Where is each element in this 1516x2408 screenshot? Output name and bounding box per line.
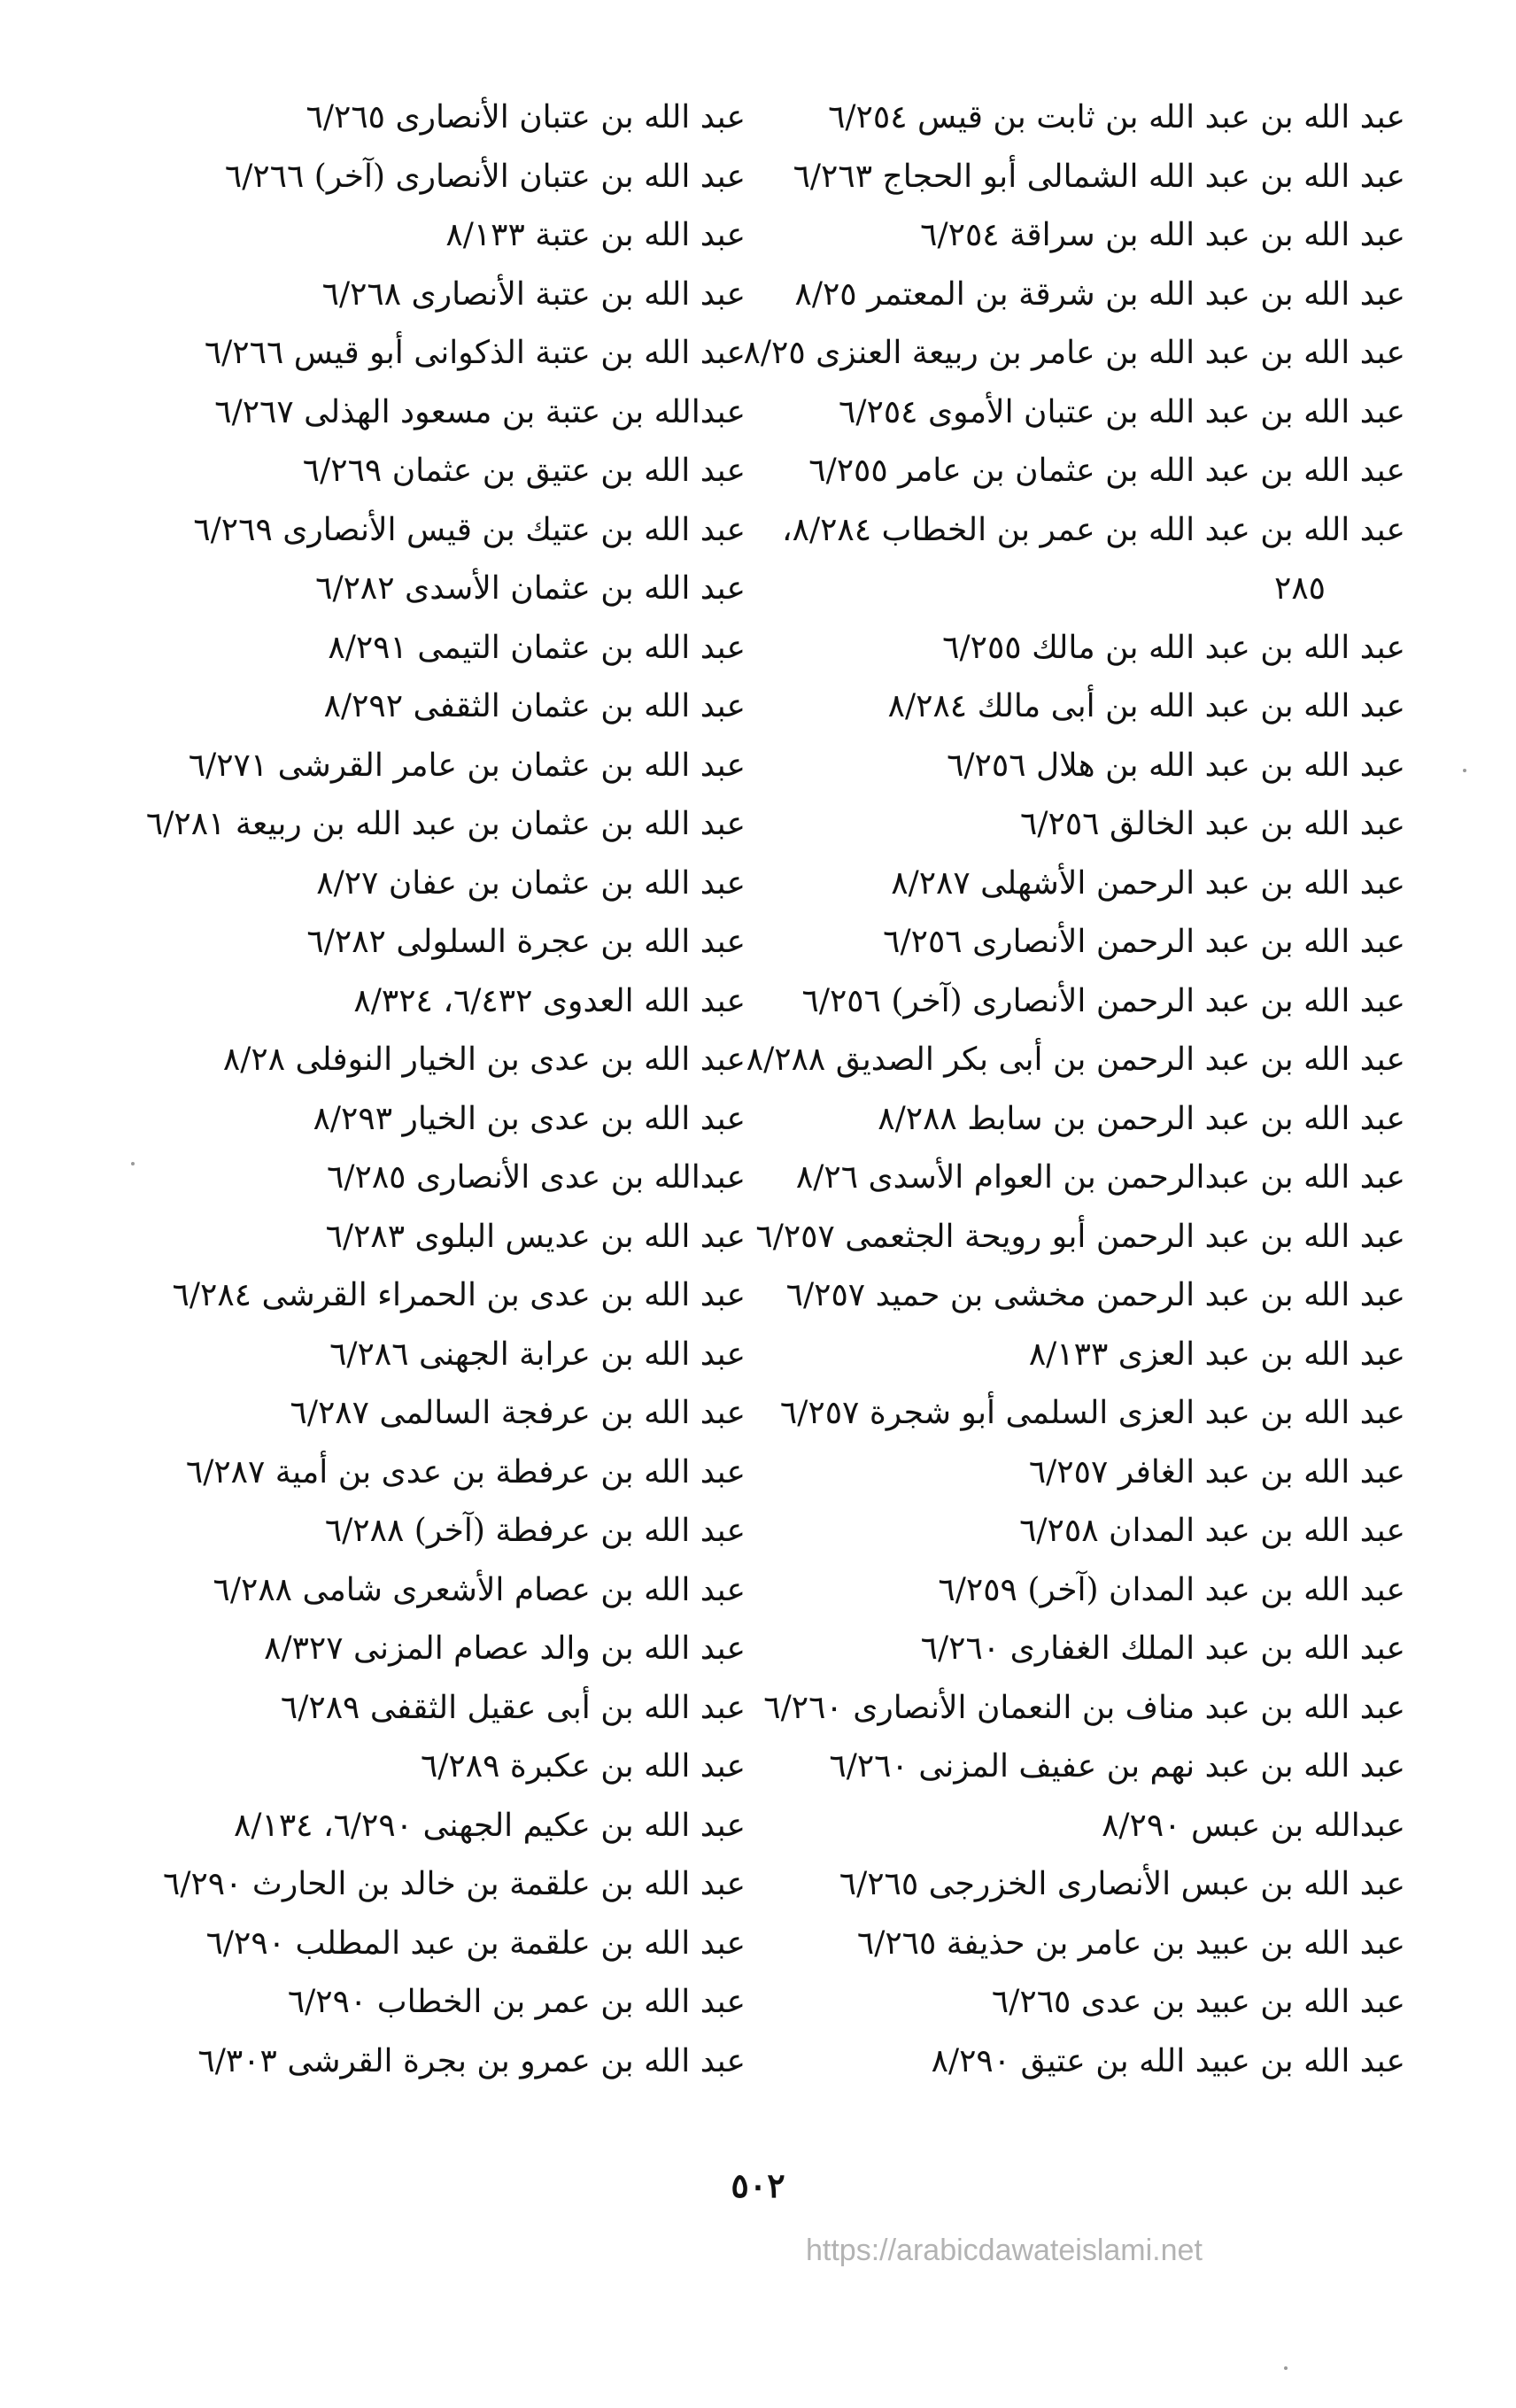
index-entry: عبد الله بن عتبان الأنصارى ٦/٢٦٥ xyxy=(306,99,746,135)
index-entry: عبد الله بن عديس البلوى ٦/٢٨٣ xyxy=(325,1218,746,1255)
index-entry: عبد الله بن عتبان الأنصارى (آخر) ٦/٢٦٦ xyxy=(224,158,746,195)
index-entry: عبد الله بن عتبة الأنصارى ٦/٢٦٨ xyxy=(321,275,746,313)
index-entry: عبدالله بن عتبة بن مسعود الهذلى ٦/٢٦٧ xyxy=(214,393,746,430)
index-entry: عبد الله بن عبد الله بن سراقة ٦/٢٥٤ xyxy=(920,217,1405,253)
index-entry: عبد الله بن عبد الله الشمالى أبو الحجاج ٦/٢٦٣ xyxy=(793,158,1405,195)
scan-speck xyxy=(1284,2366,1288,2370)
index-entry: عبد الله بن عصام الأشعرى شامى ٦/٢٨٨ xyxy=(213,1571,746,1608)
index-entry: عبد الله بن عبد الملك الغفارى ٦/٢٦٠ xyxy=(920,1630,1405,1667)
index-entry: عبد الله بن عبد الرحمن الأنصارى (آخر) ٦/٢٥٦ xyxy=(801,982,1405,1019)
index-entry: عبد الله بن عبد الله بن هلال ٦/٢٥٦ xyxy=(947,747,1405,784)
index-entry-continuation: ٢٨٥ xyxy=(1273,570,1326,607)
index-entry: عبد الله بن والد عصام المزنى ٨/٣٢٧ xyxy=(264,1630,746,1667)
index-entry: عبد الله بن عبس الأنصارى الخزرجى ٦/٢٦٥ xyxy=(839,1866,1405,1902)
index-entry: عبد الله بن عجرة السلولى ٦/٢٨٢ xyxy=(306,924,746,960)
index-entry: عبد الله بن عدى بن الخيار ٨/٢٩٣ xyxy=(313,1100,746,1137)
index-entry: عبد الله بن عبد الرحمن بن سابط ٨/٢٨٨ xyxy=(878,1100,1405,1137)
index-entry: عبد الله بن علقمة بن خالد بن الحارث ٦/٢٩٠ xyxy=(163,1866,746,1902)
index-entry: عبد الله بن عبد الرحمن الأنصارى ٦/٢٥٦ xyxy=(883,924,1405,960)
index-entry: عبد الله بن عبيد الله بن عتيق ٨/٢٩٠ xyxy=(931,2042,1405,2079)
index-entry: عبد الله بن عبد الله بن عتبان الأموى ٦/٢٥٤ xyxy=(839,393,1405,430)
index-entry: عبد الله بن أبى عقيل الثقفى ٦/٢٨٩ xyxy=(280,1689,746,1726)
index-entry: عبد الله بن عبيد بن عدى ٦/٢٦٥ xyxy=(991,1984,1405,2020)
index-entry: عبدالله بن عدى الأنصارى ٦/٢٨٥ xyxy=(327,1159,746,1196)
index-entry: عبد الله بن عبدالرحمن بن العوام الأسدى ٨/٢٦ xyxy=(795,1159,1405,1196)
index-column-left xyxy=(108,89,746,2091)
index-entry: عبد الله بن عبد المدان ٦/٢٥٨ xyxy=(1019,1513,1405,1549)
index-entry: عبد الله بن عبد الرحمن أبو رويحة الجثعمى ٦/٢٥٧ xyxy=(755,1218,1405,1255)
index-entry: عبد الله بن عرفطة بن عدى بن أمية ٦/٢٨٧ xyxy=(185,1453,746,1490)
index-entry: عبد الله بن عرابة الجهنى ٦/٢٨٦ xyxy=(329,1336,746,1373)
index-entry: عبد الله بن عثمان بن عامر القرشى ٦/٢٧١ xyxy=(188,747,746,784)
index-entry: عبد الله بن عبد الله بن مالك ٦/٢٥٥ xyxy=(942,629,1405,666)
index-entry: عبد الله بن عبد الله بن أبى مالك ٨/٢٨٤ xyxy=(887,688,1405,724)
index-entry: عبد الله بن عبد المدان (آخر) ٦/٢٥٩ xyxy=(938,1571,1405,1608)
index-entry: عبد الله بن عبد الله بن شرقة بن المعتمر ٨/٢٥ xyxy=(794,275,1405,313)
index-entry: عبد الله بن عبد الرحمن مخشى بن حميد ٦/٢٥٧ xyxy=(785,1277,1405,1313)
index-entry: عبد الله بن عثمان التيمى ٨/٢٩١ xyxy=(328,629,746,666)
index-entry: عبد الله بن عبد الرحمن بن أبى بكر الصديق ٨/٢٨٨ xyxy=(746,1041,1405,1078)
index-entry: عبد الله بن عبد الله بن ثابت بن قيس ٦/٢٥٤ xyxy=(828,99,1405,135)
index-entry: عبد الله بن عبد العزى ٨/١٣٣ xyxy=(1028,1336,1405,1373)
index-entry: عبد الله بن عبد نهم بن عفيف المزنى ٦/٢٦٠ xyxy=(829,1748,1405,1785)
scan-speck xyxy=(1463,769,1466,772)
index-column-right xyxy=(743,89,1405,2091)
index-entry: عبد الله بن عثمان بن عفان ٨/٢٧ xyxy=(316,864,746,902)
index-entry: عبد الله بن عتيق بن عثمان ٦/٢٦٩ xyxy=(302,453,746,489)
page-number: ٥٠٢ xyxy=(731,2165,785,2205)
index-entry: عبدالله بن عبس ٨/٢٩٠ xyxy=(1102,1807,1405,1844)
index-entry: عبد الله بن عثمان الأسدى ٦/٢٨٢ xyxy=(315,570,746,607)
index-entry: عبد الله بن عكبرة ٦/٢٨٩ xyxy=(420,1748,746,1785)
index-entry: عبد الله بن عتبة الذكوانى أبو قيس ٦/٢٦٦ xyxy=(204,335,746,371)
index-entry: عبد الله بن عبد الله بن عامر بن ربيعة العنزى ٨/٢٥ xyxy=(743,335,1405,371)
index-entry: عبد الله بن عدى بن الخيار النوفلى ٨/٢٨ xyxy=(222,1041,746,1078)
index-entry: عبد الله بن عتبة ٨/١٣٣ xyxy=(445,217,746,253)
index-entry: عبد الله بن عثمان بن عبد الله بن ربيعة ٦/٢٨١ xyxy=(145,806,746,842)
index-entry: عبد الله العدوى ٦/٤٣٢، ٨/٣٢٤ xyxy=(353,982,746,1019)
watermark-link[interactable]: https://arabicdawateislami.net xyxy=(806,2234,1203,2267)
index-entry: عبد الله بن عبد العزى السلمى أبو شجرة ٦/٢٥٧ xyxy=(779,1395,1405,1431)
index-entry: عبد الله بن علقمة بن عبد المطلب ٦/٢٩٠ xyxy=(205,1924,746,1962)
index-entry: عبد الله بن عبيد بن عامر بن حذيفة ٦/٢٦٥ xyxy=(856,1924,1405,1962)
index-entry: عبد الله بن عرفطة (آخر) ٦/٢٨٨ xyxy=(324,1513,746,1549)
index-entry: عبد الله بن عثمان الثقفى ٨/٢٩٢ xyxy=(323,688,746,724)
index-entry: عبد الله بن عبد الخالق ٦/٢٥٦ xyxy=(1020,806,1405,842)
index-entry: عبد الله بن عبد الله بن عمر بن الخطاب ٨/٢٨٤، xyxy=(782,511,1405,548)
index-entry: عبد الله بن عبد الغافر ٦/٢٥٧ xyxy=(1028,1453,1405,1490)
scan-speck xyxy=(131,1162,135,1165)
index-entry: عبد الله بن عمرو بن بجرة القرشى ٦/٣٠٣ xyxy=(197,2042,746,2079)
index-entry: عبد الله بن عكيم الجهنى ٦/٢٩٠، ٨/١٣٤ xyxy=(234,1807,746,1844)
index-entry: عبد الله بن عبد الرحمن الأشهلى ٨/٢٨٧ xyxy=(891,864,1405,902)
index-entry: عبد الله بن عدى بن الحمراء القرشى ٦/٢٨٤ xyxy=(172,1277,746,1313)
index-entry: عبد الله بن عبد مناف بن النعمان الأنصارى ٦/٢٦٠ xyxy=(763,1689,1405,1726)
index-entry: عبد الله بن عمر بن الخطاب ٦/٢٩٠ xyxy=(287,1984,746,2020)
index-entry: عبد الله بن عبد الله بن عثمان بن عامر ٦/٢٥٥ xyxy=(808,453,1405,489)
index-entry: عبد الله بن عتيك بن قيس الأنصارى ٦/٢٦٩ xyxy=(193,511,746,548)
index-entry: عبد الله بن عرفجة السالمى ٦/٢٨٧ xyxy=(290,1395,746,1431)
